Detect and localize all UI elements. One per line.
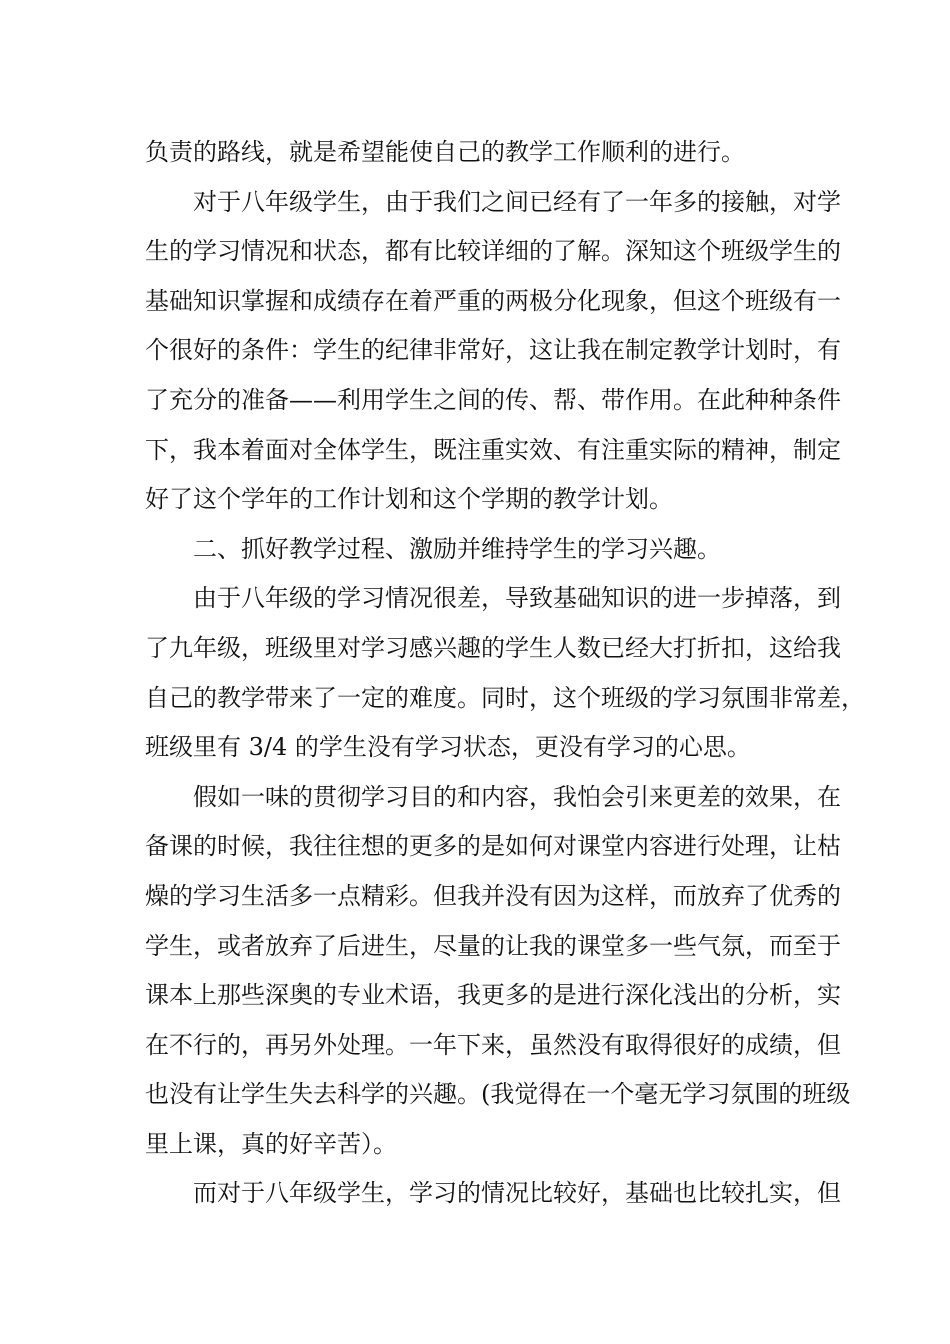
- text-line: 对于八年级学生，由于我们之间已经有了一年多的接触，对学: [193, 187, 841, 216]
- text-line: 而对于八年级学生，学习的情况比较好，基础也比较扎实，但: [193, 1179, 841, 1208]
- text-line: 个很好的条件：学生的纪律非常好，这让我在制定教学计划时，有: [145, 336, 841, 365]
- text-line: 下，我本着面对全体学生，既注重实效、有注重实际的精神，制定: [145, 435, 841, 464]
- text-line: 班级里有 3/4 的学生没有学习状态，更没有学习的心思。: [145, 733, 751, 762]
- text-line: 燥的学习生活多一点精彩。但我并没有因为这样，而放弃了优秀的: [145, 881, 841, 910]
- text-line: 在不行的，再另外处理。一年下来，虽然没有取得很好的成绩，但: [145, 1030, 841, 1059]
- section-heading: 二、抓好教学过程、激励并维持学生的学习兴趣。: [193, 534, 721, 563]
- text-line: 也没有让学生失去科学的兴趣。(我觉得在一个毫无学习氛围的班级: [145, 1080, 851, 1109]
- document-body: [145, 128, 865, 1219]
- text-line: 课本上那些深奥的专业术语，我更多的是进行深化浅出的分析，实: [145, 981, 841, 1010]
- text-line: 了充分的准备——利用学生之间的传、帮、带作用。在此种种条件: [145, 385, 841, 414]
- text-line: 了九年级，班级里对学习感兴趣的学生人数已经大打折扣，这给我: [145, 633, 841, 662]
- text-line: 生的学习情况和状态，都有比较详细的了解。深知这个班级学生的: [145, 237, 841, 266]
- text-line: 好了这个学年的工作计划和这个学期的教学计划。: [145, 485, 673, 514]
- text-line: 备课的时候，我往往想的更多的是如何对课堂内容进行处理，让枯: [145, 832, 841, 861]
- text-line: 里上课，真的好辛苦）。: [145, 1129, 397, 1158]
- text-line: 假如一味的贯彻学习目的和内容，我怕会引来更差的效果，在: [193, 782, 841, 811]
- text-line: 负责的路线，就是希望能使自己的教学工作顺利的进行。: [145, 138, 745, 166]
- text-line: 基础知识掌握和成绩存在着严重的两极分化现象，但这个班级有一: [145, 286, 841, 315]
- text-line: 学生，或者放弃了后进生，尽量的让我的课堂多一些气氛，而至于: [145, 931, 841, 960]
- text-line: 由于八年级的学习情况很差，导致基础知识的进一步掉落，到: [193, 584, 841, 613]
- text-line: 自己的教学带来了一定的难度。同时，这个班级的学习氛围非常差，: [145, 683, 865, 712]
